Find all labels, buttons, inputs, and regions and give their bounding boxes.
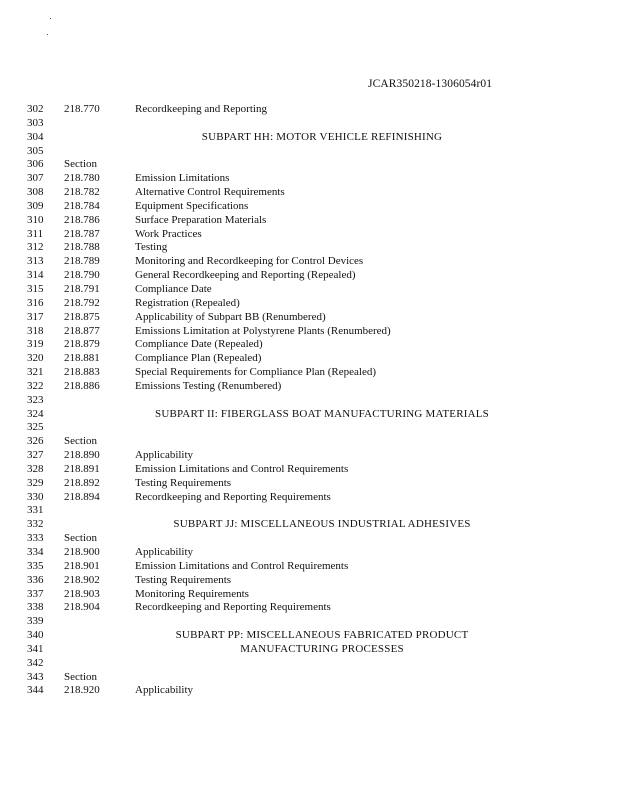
document-line [0, 172, 618, 186]
subpart-heading: SUBPART HH: MOTOR VEHICLE REFINISHING [201, 130, 443, 143]
document-line [0, 117, 618, 131]
section-number: 218.920 [64, 684, 100, 697]
line-number: 343 [27, 670, 44, 683]
line-number: 318 [27, 324, 44, 337]
line-number: 333 [27, 532, 44, 545]
section-title: Emission Limitations and Control Requirements [135, 559, 349, 572]
section-title: General Recordkeeping and Reporting (Repealed) [135, 269, 356, 282]
document-line [0, 103, 618, 117]
line-number: 335 [27, 559, 44, 572]
section-title: Compliance Date (Repealed) [135, 338, 263, 351]
line-number: 320 [27, 352, 44, 365]
line-number: 315 [27, 282, 44, 295]
section-title: Recordkeeping and Reporting Requirements [135, 490, 331, 503]
section-title: Testing Requirements [135, 573, 232, 586]
line-number: 330 [27, 490, 44, 503]
document-line [0, 421, 618, 435]
document-line [0, 158, 618, 172]
section-number: 218.903 [64, 587, 100, 600]
document-line [0, 601, 618, 615]
line-number: 302 [27, 103, 44, 115]
line-number: 307 [27, 172, 44, 185]
document-line [0, 200, 618, 214]
line-number: 334 [27, 546, 44, 558]
section-number: 218.782 [64, 186, 100, 199]
section-number: 218.881 [64, 352, 100, 365]
line-number: 329 [27, 476, 44, 489]
document-id: JCAR350218-1306054r01 [368, 78, 493, 90]
section-title: Surface Preparation Materials [135, 213, 267, 226]
section-number: 218.787 [64, 227, 100, 240]
section-title: Testing Requirements [135, 476, 232, 489]
section-number: 218.790 [64, 269, 100, 282]
line-number: 319 [27, 338, 44, 351]
section-number: 218.784 [64, 199, 100, 212]
line-number: 304 [27, 130, 44, 143]
line-number: 321 [27, 366, 44, 379]
section-title: Equipment Specifications [135, 199, 249, 212]
section-number: 218.891 [64, 462, 100, 475]
section-number: 218.791 [64, 282, 100, 295]
section-number: 218.877 [64, 324, 100, 337]
document-line [0, 477, 618, 491]
section-title: Compliance Date [135, 282, 212, 295]
document-line [0, 145, 618, 159]
document-line [0, 352, 618, 366]
line-number: 344 [27, 684, 44, 697]
line-number: 331 [27, 504, 44, 517]
section-number: 218.792 [64, 296, 100, 309]
section-title: Monitoring and Recordkeeping for Control Devices [135, 255, 364, 268]
section-title: Emission Limitations [135, 172, 230, 185]
section-number: 218.892 [64, 476, 100, 489]
document-line [0, 574, 618, 588]
line-number: 340 [27, 629, 44, 642]
line-number: 309 [27, 199, 44, 212]
section-title: Applicability [135, 449, 194, 462]
document-line [0, 255, 618, 269]
section-title: Emissions Testing (Renumbered) [135, 379, 282, 392]
section-number: 218.770 [64, 103, 100, 115]
section-title: Recordkeeping and Reporting Requirements [135, 601, 331, 614]
section-title: Applicability [135, 684, 194, 697]
document-line [0, 518, 618, 532]
line-number: 339 [27, 615, 44, 628]
section-title: Recordkeeping and Reporting [135, 103, 267, 115]
section-number: 218.904 [64, 601, 100, 614]
line-number: 306 [27, 158, 44, 171]
document-line [0, 463, 618, 477]
line-number: 310 [27, 213, 44, 226]
subpart-heading: SUBPART II: FIBERGLASS BOAT MANUFACTURING MATERIALS [155, 407, 489, 420]
section-number: Section [64, 670, 97, 683]
line-number: 322 [27, 379, 44, 392]
document-line [0, 532, 618, 546]
document-line [0, 366, 618, 380]
document-line [0, 394, 618, 408]
line-number: 325 [27, 421, 44, 434]
section-title: Compliance Plan (Repealed) [135, 352, 262, 365]
document-line [0, 297, 618, 311]
subpart-heading: SUBPART PP: MISCELLANEOUS FABRICATED PRODUCT [175, 629, 469, 642]
line-number: 311 [27, 227, 44, 240]
document-line [0, 546, 618, 560]
section-number: 218.886 [64, 379, 100, 392]
document-line [0, 643, 618, 657]
section-number: 218.879 [64, 338, 100, 351]
document-line [0, 186, 618, 200]
section-number: 218.788 [64, 241, 100, 254]
document-line [0, 435, 618, 449]
line-number: 312 [27, 241, 44, 254]
section-title: Monitoring Requirements [135, 587, 249, 600]
line-number: 326 [27, 435, 44, 448]
subpart-heading: MANUFACTURING PROCESSES [240, 642, 404, 655]
document-line [0, 325, 618, 339]
document-line [0, 504, 618, 518]
document-line [0, 629, 618, 643]
section-number: Section [64, 435, 97, 448]
line-number: 341 [27, 642, 44, 655]
line-number: 342 [27, 656, 44, 669]
section-number: 218.900 [64, 546, 100, 558]
document-line [0, 269, 618, 283]
document-line [0, 657, 618, 671]
section-title: Emissions Limitation at Polystyrene Plants (Renumbered) [135, 324, 391, 337]
section-title: Emission Limitations and Control Requirements [135, 462, 349, 475]
document-line [0, 228, 618, 242]
section-title: Registration (Repealed) [135, 296, 240, 309]
document-line [0, 311, 618, 325]
line-number: 327 [27, 449, 44, 462]
document-line [0, 131, 618, 145]
line-number: 305 [27, 144, 44, 157]
section-number: 218.780 [64, 172, 100, 185]
document-line [0, 338, 618, 352]
section-title: Work Practices [135, 227, 202, 240]
document-line [0, 615, 618, 629]
section-number: 218.875 [64, 310, 100, 323]
line-number: 328 [27, 462, 44, 475]
line-number: 324 [27, 407, 44, 420]
document-line [0, 283, 618, 297]
document-line [0, 408, 618, 422]
document-line [0, 214, 618, 228]
line-number: 303 [27, 116, 44, 129]
line-number: 338 [27, 601, 44, 614]
document-line [0, 491, 618, 505]
section-title: Testing [135, 241, 168, 254]
document-line [0, 684, 618, 698]
line-number: 323 [27, 393, 44, 406]
section-number: Section [64, 532, 97, 545]
document-line [0, 241, 618, 255]
section-number: 218.894 [64, 490, 100, 503]
line-number: 314 [27, 269, 44, 282]
section-number: 218.786 [64, 213, 100, 226]
document-line [0, 380, 618, 394]
section-title: Applicability of Subpart BB (Renumbered) [135, 310, 326, 323]
scan-speck [47, 34, 48, 35]
section-number: 218.890 [64, 449, 100, 462]
section-number: 218.901 [64, 559, 100, 572]
section-title: Applicability [135, 546, 194, 558]
table-of-contents [0, 103, 618, 698]
section-number: 218.883 [64, 366, 100, 379]
line-number: 316 [27, 296, 44, 309]
line-number: 308 [27, 186, 44, 199]
line-number: 332 [27, 518, 44, 531]
section-number: Section [64, 158, 97, 171]
document-line [0, 560, 618, 574]
document-line [0, 588, 618, 602]
section-title: Special Requirements for Compliance Plan (Repealed) [135, 366, 377, 379]
section-title: Alternative Control Requirements [135, 186, 285, 199]
line-number: 336 [27, 573, 44, 586]
scan-speck [50, 18, 51, 19]
line-number: 313 [27, 255, 44, 268]
document-line [0, 449, 618, 463]
subpart-heading: SUBPART JJ: MISCELLANEOUS INDUSTRIAL ADHESIVES [173, 518, 471, 531]
line-number: 337 [27, 587, 44, 600]
document-line [0, 671, 618, 685]
section-number: 218.902 [64, 573, 100, 586]
line-number: 317 [27, 310, 44, 323]
section-number: 218.789 [64, 255, 100, 268]
